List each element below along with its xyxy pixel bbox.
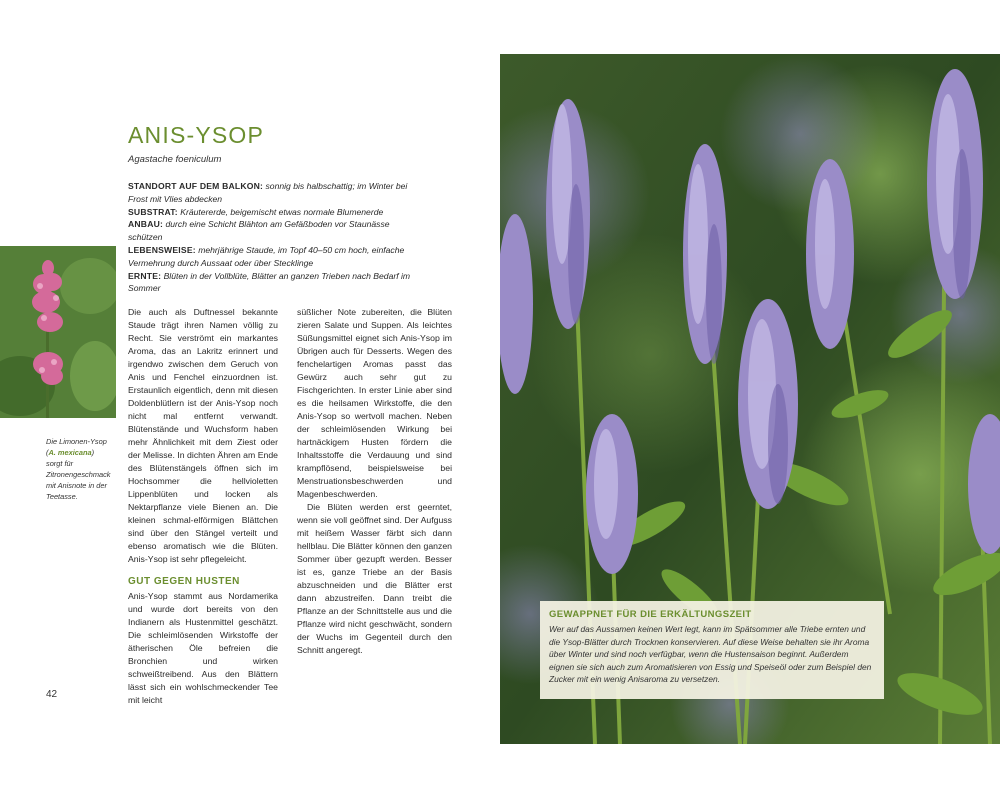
info-box: [540, 601, 884, 699]
fact-lebensweise: LEBENSWEISE: mehrjährige Staude, im Topf 40–50 cm hoch, einfache Vermehrung durch Aussaat oder über Stecklinge: [128, 244, 405, 268]
fact-ernte: ERNTE: Blüten in der Vollblüte, Blätter an ganzen Trieben nach Bedarf im Sommer: [128, 270, 411, 294]
fact-substrat: SUBSTRAT: Kräutererde, beigemischt etwas normale Blumenerde: [128, 206, 384, 217]
fact-anbau: ANBAU: durch eine Schicht Blähton am Gefäßboden vor Staunässe schützen: [128, 219, 390, 243]
thumbnail-photo-limonen-ysop: [0, 246, 116, 418]
info-box-text: Wer auf das Aussamen keinen Wert legt, kann im Spätsommer alle Triebe ernten und die Ysop-Blätter durch Trocknen konservieren. Auf diese Weise behalten sie ihr Aroma über Winter und sind noch verfügbar, wenn die Hustensaison beginnt. Außerdem eignen sie sich auch zum Aromatisieren von Essig und Speiseöl oder zum Beispiel den Zucker mit ein wenig Anisaroma zu versetzen.: [549, 624, 872, 685]
body-paragraph: Die Blüten werden erst geerntet, wenn sie voll geöffnet sind. Der Aufguss mit heißem Wasser färbt sich dann hellblau. Die Blätter können den ganzen Sommer über gezupft werden. Besser ist es, ganze Triebe an der Basis abzuschneiden und die Blätter erst dann abzustreifen. Dann treibt die Pflanze an der Schnittstelle aus und die Pflanze wird nicht geschwächt, sondern der Wuchs im Gegenteil durch den Schnitt angeregt.: [297, 502, 452, 655]
body-paragraph: Anis-Ysop stammt aus Nordamerika und wurde dort bereits von den Indianern als Hustenmittel geschätzt. Die schleimlösenden Wirkstoffe der ätherischen Öle befreien die Bronchien und wirken schweißtreibend. Aus den Blättern lässt sich ein wohlschmeckender Tee mit leicht: [128, 591, 278, 705]
page-number: 42: [46, 689, 58, 700]
text-column-1: [128, 306, 278, 707]
page-title: ANIS-YSOP: [128, 122, 265, 148]
intro-paragraph: Die auch als Duftnessel bekannte Staude trägt ihren Namen völlig zu Recht. Sie verströmt ein markantes Aroma, das an Lakritz erinnert und irgendwo zwischen dem Geruch von Anis und Fenchel einzuordnen ist. Erstaunlich eigentlich, denn mit diesen Doldenblütlern ist der Anis-Ysop noch nicht mal entfernt verwandt. Blütenstände und Wuchsform haben mehr Ähnlichkeit mit dem Ziest oder der Melisse. In dichten Ähren am Ende des Blütenstängels öffnen sich im Hochsommer die hellvioletten Lippenblüten und locken als Nektarpflanze viele Bienen an. Die kleinen schmal-elförmigen Blättchen sind über den Stängel verteilt und ebenso aromatisch wie die Blüten. Anis-Ysop ist sehr pflegeleicht.: [128, 307, 278, 564]
body-paragraph: süßlicher Note zubereiten, die Blüten zieren Salate und Suppen. Als leichtes Süßungsmittel eignet sich Anis-Ysop im Übrigen auch für Desserts. Wegen des fenchelartigen Aromas passt das Gewürz auch sehr gut zu Fischgerichten. In erster Linie aber sind es die heilsamen Wirkstoffe, die den Anis-Ysop so wertvoll machen. Neben der schleimlösenden Wirkung bei hartnäckigem Husten fördern die Inhaltsstoffe die Verdauung und sind krampflösend, beispielsweise bei Menstruationsbeschwerden und Magenbeschwerden.: [297, 307, 452, 499]
text-column-2: [297, 306, 452, 657]
plant-facts: [128, 180, 418, 295]
info-box-title: GEWAPPNET FÜR DIE ERKÄLTUNGSZEIT: [549, 609, 752, 620]
fact-standort: STANDORT AUF DEM BALKON: sonnig bis halbschattig; im Winter bei Frost mit Vlies abdecken: [128, 181, 408, 204]
section-heading: GUT GEGEN HUSTEN: [128, 576, 240, 587]
photo-caption: Die Limonen-Ysop (A. mexicana) sorgt für Zitronengeschmack mit Anisnote in der Teetasse.: [46, 437, 111, 501]
botanical-name: Agastache foeniculum: [128, 154, 222, 165]
